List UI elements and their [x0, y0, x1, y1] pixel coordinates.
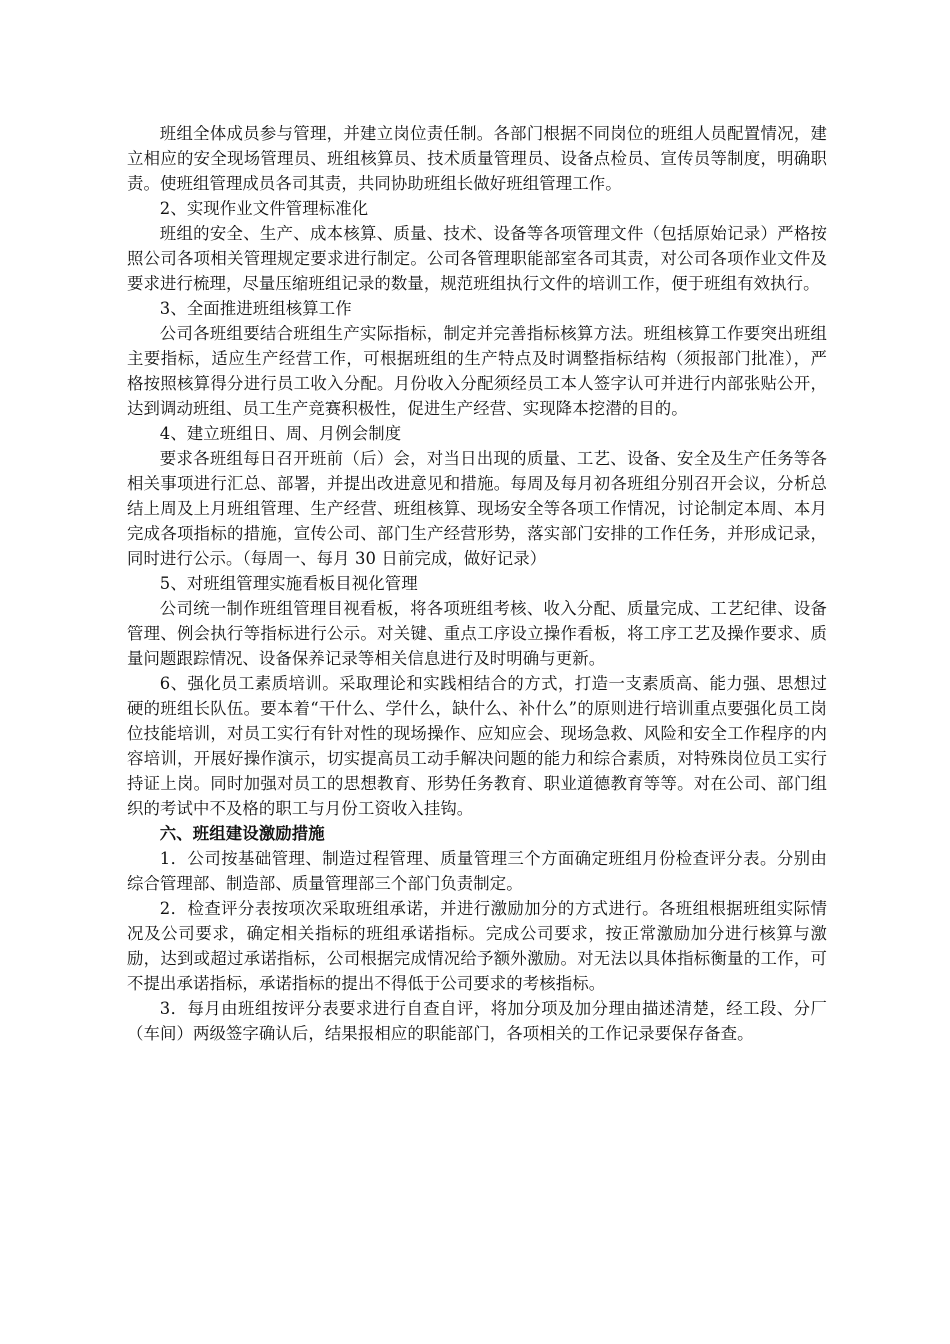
paragraph-meeting-system: 要求各班组每日召开班前（后）会，对当日出现的质量、工艺、设备、安全及生产任务等各相关事项进行汇总、部署，并提出改进意见和措施。每周及每月初各班组分别召开会议，分析总结上周及上月班组管理、生产经营、班组核算、现场安全等各项工作情况，讨论制定本周、本月完成各项指标的措施，宣传公司、部门生产经营形势，落实部门安排的工作任务，并形成记录，同时进行公示。（每周一、每月 30 日前完成，做好记录） — [127, 449, 827, 568]
heading-document-standardization: 2、实现作业文件管理标准化 — [159, 199, 369, 218]
paragraph-staff-training: 6、强化员工素质培训。采取理论和实践相结合的方式，打造一支素质高、能力强、思想过硬的班组长队伍。要本着“干什么、学什么，缺什么、补什么”的原则进行培训重点要强化员工岗位技能培训，对员工实行有针对性的现场操作、应知应会、现场急救、风险和安全工作程序的内容培训，开展好操作演示，切实提高员工动手解决问题的能力和综合素质，对特殊岗位员工实行持证上岗。同时加强对员工的思想教育、形势任务教育、职业道德教育等等。对在公司、部门组织的考试中不及格的职工与月份工资收入挂钩。 — [127, 674, 827, 818]
paragraph-incentive-1: 1．公司按基础管理、制造过程管理、质量管理三个方面确定班组月份检查评分表。分别由综合管理部、制造部、质量管理部三个部门负责制定。 — [127, 849, 827, 893]
heading-team-accounting: 3、全面推进班组核算工作 — [159, 299, 352, 318]
paragraph-visual-board-management: 公司统一制作班组管理目视看板，将各项班组考核、收入分配、质量完成、工艺纪律、设备管理、例会执行等指标进行公示。对关键、重点工序设立操作看板，将工序工艺及操作要求、质量问题跟踪情况、设备保养记录等相关信息进行及时明确与更新。 — [127, 599, 827, 668]
paragraph-team-accounting: 公司各班组要结合班组生产实际指标，制定并完善指标核算方法。班组核算工作要突出班组主要指标，适应生产经营工作，可根据班组的生产特点及时调整指标结构（须报部门批准），严格按照核算得分进行员工收入分配。月份收入分配须经员工本人签字认可并进行内部张贴公开，达到调动班组、员工生产竞赛积极性，促进生产经营、实现降本挖潜的目的。 — [127, 324, 827, 418]
document-body — [127, 121, 827, 1046]
paragraph-document-standardization: 班组的安全、生产、成本核算、质量、技术、设备等各项管理文件（包括原始记录）严格按照公司各项相关管理规定要求进行制定。公司各管理职能部室各司其责，对公司各项作业文件及要求进行梳理，尽量压缩班组记录的数量，规范班组执行文件的培训工作，便于班组有效执行。 — [127, 224, 827, 293]
paragraph-team-responsibility: 班组全体成员参与管理，并建立岗位责任制。各部门根据不同岗位的班组人员配置情况，建立相应的安全现场管理员、班组核算员、技术质量管理员、设备点检员、宣传员等制度，明确职责。使班组管理成员各司其责，共同协助班组长做好班组管理工作。 — [127, 124, 827, 193]
section-heading-incentive-measures: 六、班组建设激励措施 — [159, 824, 325, 843]
heading-visual-board-management: 5、对班组管理实施看板目视化管理 — [159, 574, 418, 593]
heading-meeting-system: 4、建立班组日、周、月例会制度 — [159, 424, 402, 443]
paragraph-incentive-3: 3．每月由班组按评分表要求进行自查自评，将加分项及加分理由描述清楚，经工段、分厂（车间）两级签字确认后，结果报相应的职能部门，各项相关的工作记录要保存备查。 — [127, 999, 827, 1043]
paragraph-incentive-2: 2．检查评分表按项次采取班组承诺，并进行激励加分的方式进行。各班组根据班组实际情况及公司要求，确定相关指标的班组承诺指标。完成公司要求，按正常激励加分进行核算与激励，达到或超过承诺指标，公司根据完成情况给予额外激励。对无法以具体指标衡量的工作，可不提出承诺指标，承诺指标的提出不得低于公司要求的考核指标。 — [127, 899, 827, 993]
